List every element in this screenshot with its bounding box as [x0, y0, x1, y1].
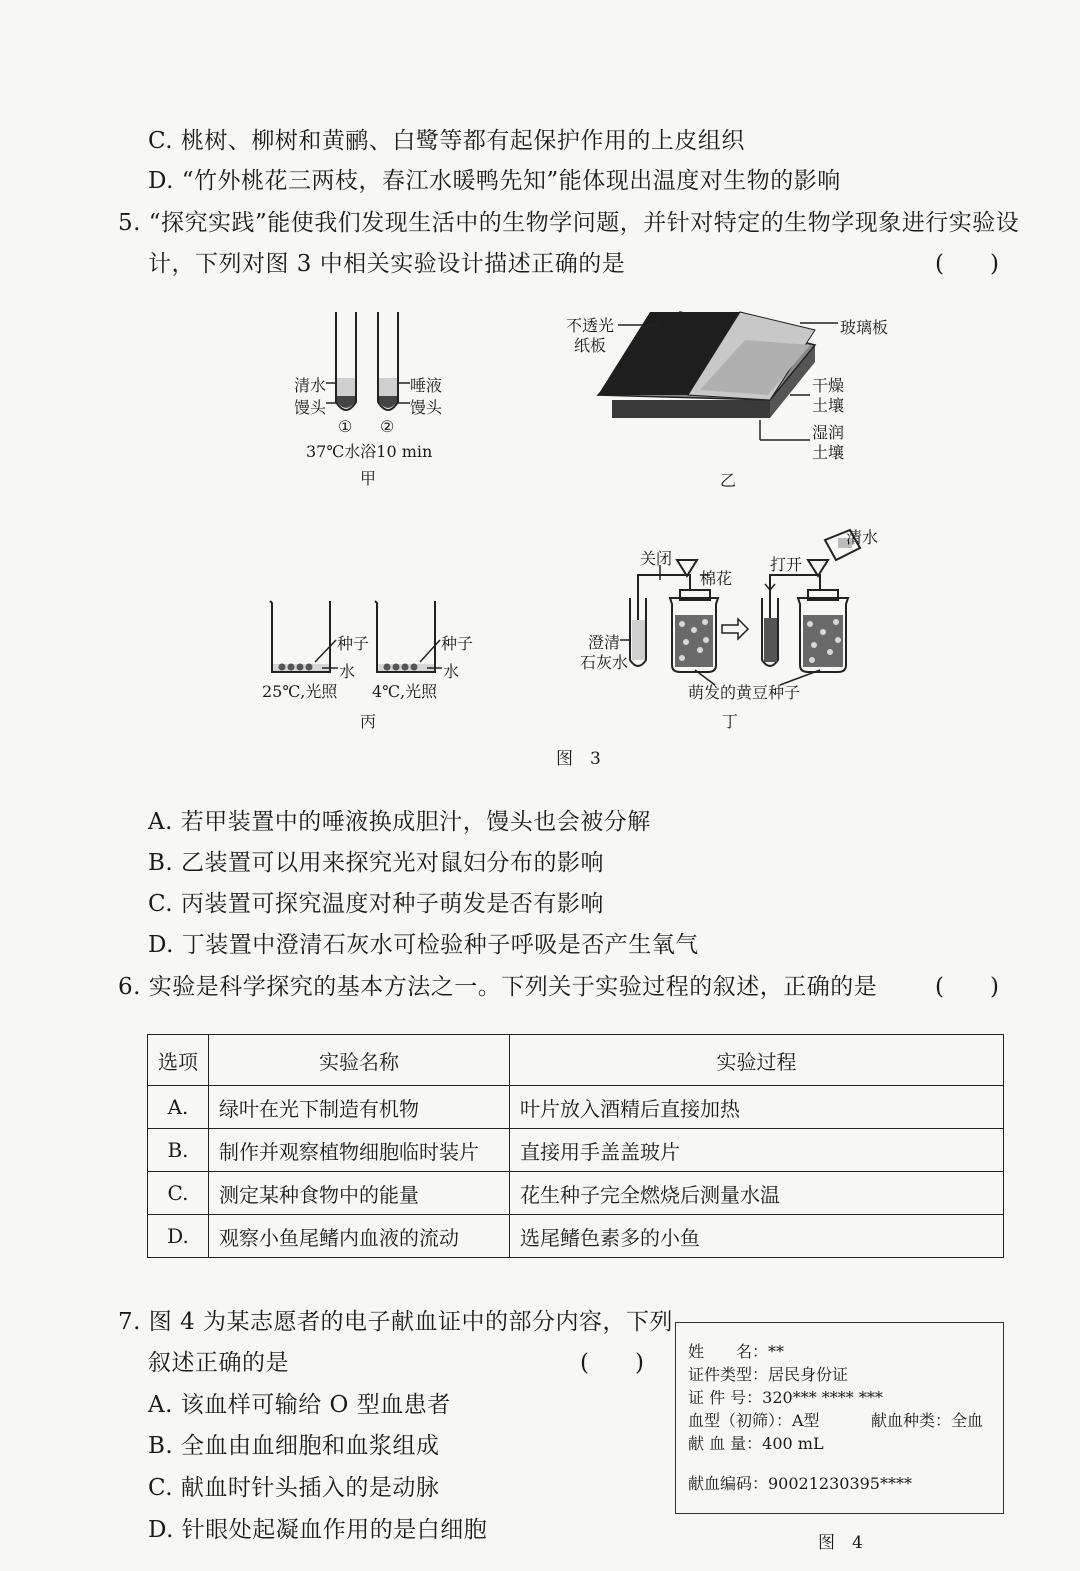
- table-cell: 制作并观察植物细胞临时装片: [209, 1129, 510, 1172]
- table-cell: D.: [148, 1215, 209, 1258]
- ding-close-label: 关闭: [640, 549, 673, 568]
- jia-figure-label: 甲: [360, 469, 377, 488]
- bing-cond-left-label: 25℃,光照: [262, 682, 338, 701]
- yi-wet-label-1: 湿润: [812, 423, 845, 442]
- ding-seeds-label: 萌发的黄豆种子: [688, 683, 801, 702]
- ding-figure-label: 丁: [722, 712, 739, 731]
- q6-stem: 6. 实验是科学探究的基本方法之一。下列关于实验过程的叙述，正确的是: [118, 974, 878, 1000]
- q7-option-a: A. 该血样可输给 O 型血患者: [148, 1392, 451, 1418]
- jia-water-label: 清水: [294, 376, 327, 395]
- q6-experiment-table: [147, 1034, 1004, 1258]
- table-header-name: 实验名称: [209, 1035, 510, 1086]
- table-cell: 选尾鳍色素多的小鱼: [510, 1215, 1004, 1258]
- table-cell: 绿叶在光下制造有机物: [209, 1086, 510, 1129]
- card-amount: 献 血 量：400 mL: [688, 1434, 824, 1453]
- card-blood-type: 血型（初筛）：A型: [688, 1411, 820, 1430]
- q4-option-d: D. “竹外桃花三两枝，春江水暖鸭先知”能体现出温度对生物的影响: [148, 168, 841, 194]
- figure-3-caption: 图 3: [556, 749, 601, 769]
- bing-figure-label: 丙: [360, 712, 377, 731]
- jia-mantou-left-label: 馒头: [294, 398, 327, 417]
- table-row: [148, 1129, 1004, 1172]
- yi-glass-label: 玻璃板: [840, 318, 889, 337]
- q7-stem-line1: 7. 图 4 为某志愿者的电子献血证中的部分内容，下列: [118, 1309, 674, 1335]
- table-cell: 叶片放入酒精后直接加热: [510, 1086, 1004, 1129]
- table-header-option: 选项: [148, 1035, 209, 1086]
- card-code: 献血编码：90021230395****: [688, 1474, 912, 1493]
- table-cell: 花生种子完全燃烧后测量水温: [510, 1172, 1004, 1215]
- jia-saliva-label: 唾液: [410, 376, 443, 395]
- q5-option-a: A. 若甲装置中的唾液换成胆汁，馒头也会被分解: [148, 809, 651, 835]
- yi-board-label: 纸板: [574, 336, 607, 355]
- ding-limewater-label-1: 澄清: [588, 633, 621, 652]
- bing-water-right-label: 水: [443, 662, 460, 681]
- yi-opaque-label: 不透光: [566, 316, 615, 335]
- jia-tube2-label: ②: [380, 417, 395, 436]
- table-cell: 直接用手盖盖玻片: [510, 1129, 1004, 1172]
- yi-apparatus: [598, 312, 815, 418]
- yi-dry-label-1: 干燥: [812, 376, 845, 395]
- q7-answer-paren: ( ): [580, 1350, 644, 1376]
- q7-option-b: B. 全血由血细胞和血浆组成: [148, 1433, 440, 1459]
- ding-open-label: 打开: [770, 555, 803, 574]
- tube2-saliva: [379, 378, 397, 396]
- blood-donation-card: [675, 1322, 1004, 1514]
- table-cell: C.: [148, 1172, 209, 1215]
- yi-dry-label-2: 土壤: [812, 396, 845, 415]
- jia-mantou-right-label: 馒头: [410, 398, 443, 417]
- table-cell: A.: [148, 1086, 209, 1129]
- card-donation-type: 献血种类：全血: [871, 1411, 984, 1430]
- jia-tube1-label: ①: [338, 417, 353, 436]
- q5-answer-paren: ( ): [935, 251, 999, 277]
- tube1-water: [337, 378, 355, 396]
- figure-4-caption: 图 4: [818, 1533, 863, 1553]
- q5-option-b: B. 乙装置可以用来探究光对鼠妇分布的影响: [148, 850, 605, 876]
- card-id-number: 证 件 号：320*** **** ***: [688, 1388, 883, 1407]
- table-row: [148, 1215, 1004, 1258]
- bing-seed-left-label: 种子: [337, 634, 370, 653]
- bing-seed-right-label: 种子: [441, 634, 474, 653]
- ding-water-label: 清水: [846, 528, 879, 547]
- table-row: [148, 1172, 1004, 1215]
- table-cell: 测定某种食物中的能量: [209, 1172, 510, 1215]
- bing-cond-right-label: 4℃,光照: [372, 682, 438, 701]
- yi-wet-label-2: 土壤: [812, 443, 845, 462]
- q5-option-c: C. 丙装置可探究温度对种子萌发是否有影响: [148, 891, 604, 917]
- table-cell: B.: [148, 1129, 209, 1172]
- q5-stem-line1: 5. “探究实践”能使我们发现生活中的生物学问题，并针对特定的生物学现象进行实验设: [118, 210, 1020, 236]
- q7-stem-line2: 叙述正确的是: [148, 1350, 289, 1376]
- arrow-right-icon: [722, 619, 748, 639]
- ding-limewater-label-2: 石灰水: [580, 653, 629, 672]
- bing-water-left-label: 水: [339, 662, 356, 681]
- ding-cotton-label: 棉花: [700, 569, 733, 588]
- table-header-process: 实验过程: [510, 1035, 1004, 1086]
- yi-figure-label: 乙: [720, 471, 737, 490]
- table-cell: 观察小鱼尾鳍内血液的流动: [209, 1215, 510, 1258]
- card-name: 姓 名：**: [688, 1342, 785, 1361]
- jia-condition-label: 37℃水浴10 min: [306, 442, 433, 461]
- q6-answer-paren: ( ): [935, 974, 999, 1000]
- q5-option-d: D. 丁装置中澄清石灰水可检验种子呼吸是否产生氧气: [148, 932, 699, 958]
- table-header-row: [148, 1035, 1004, 1086]
- q7-option-d: D. 针眼处起凝血作用的是白细胞: [148, 1517, 488, 1543]
- table-row: [148, 1086, 1004, 1129]
- q5-stem-line2: 计，下列对图 3 中相关实验设计描述正确的是: [148, 251, 626, 277]
- card-id-type: 证件类型：居民身份证: [688, 1365, 849, 1384]
- q7-option-c: C. 献血时针头插入的是动脉: [148, 1475, 440, 1501]
- q4-option-c: C. 桃树、柳树和黄鹂、白鹭等都有起保护作用的上皮组织: [148, 128, 745, 154]
